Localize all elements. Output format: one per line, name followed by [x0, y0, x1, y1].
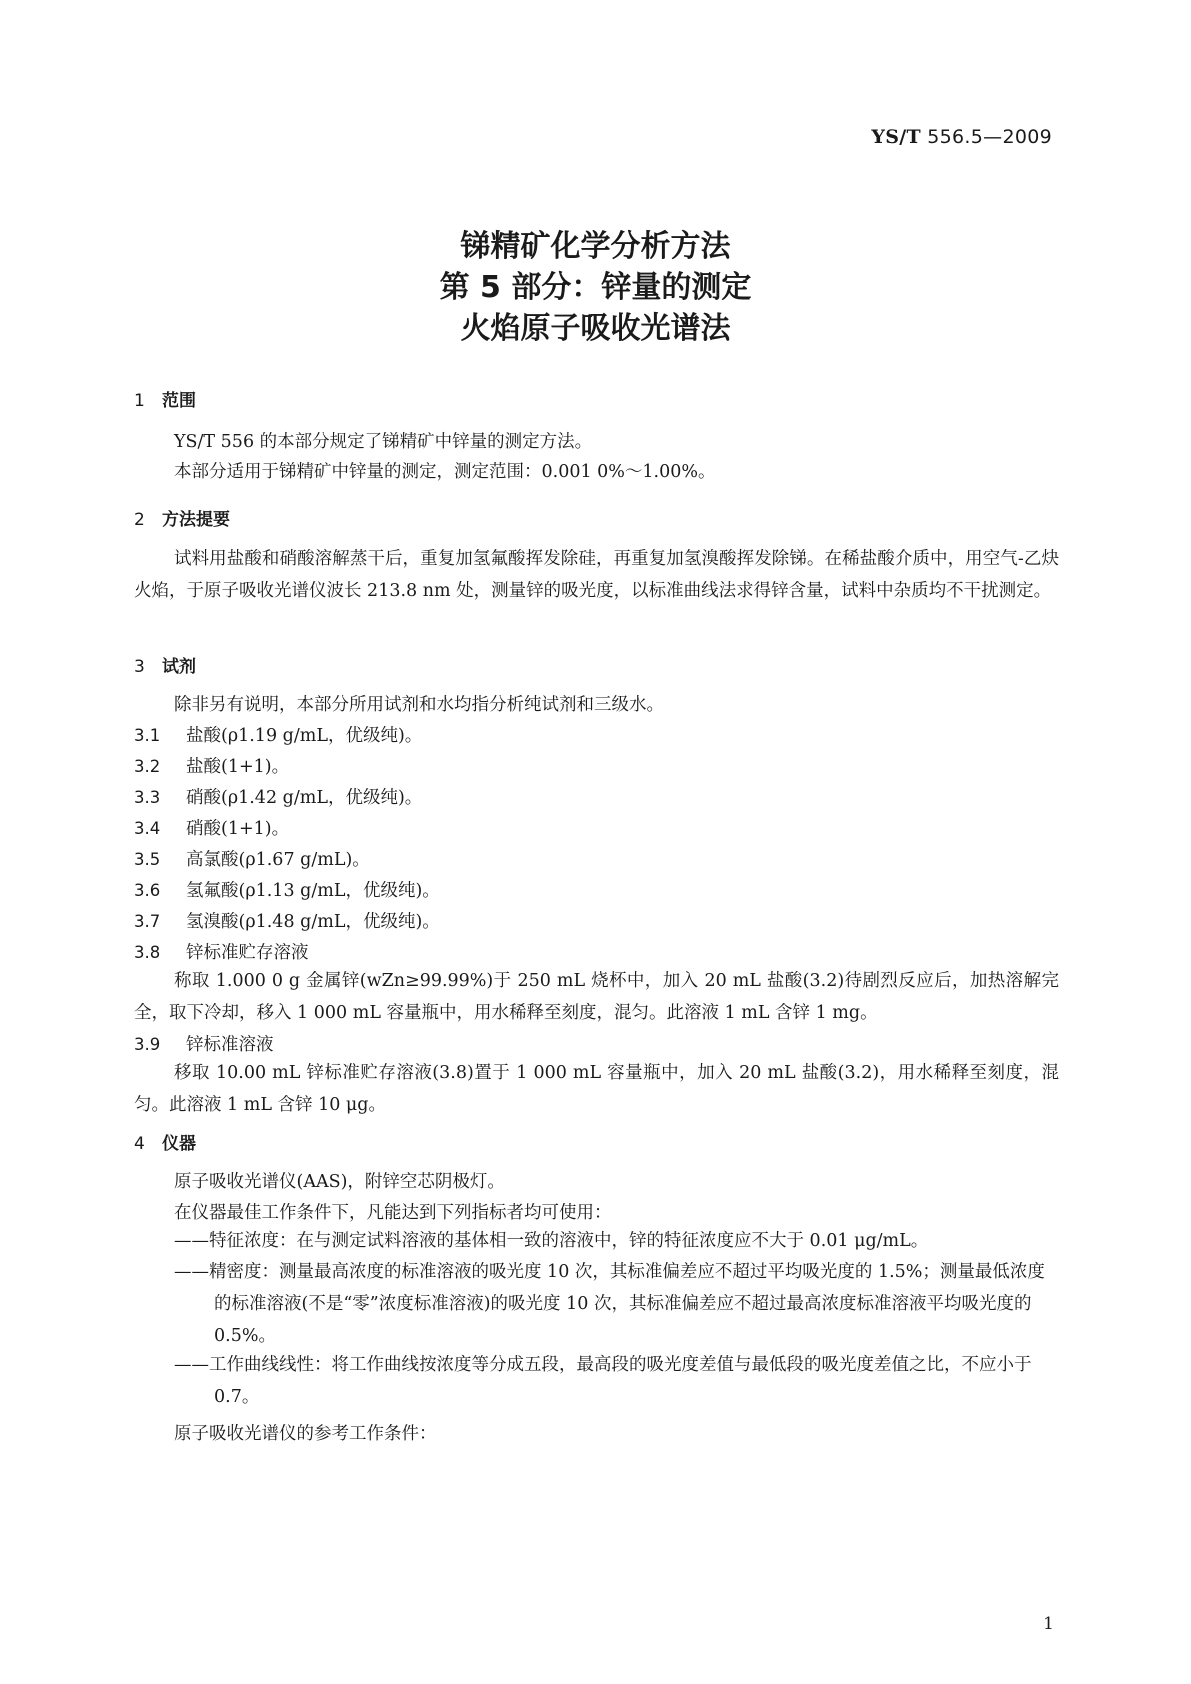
reagent-item: [134, 815, 289, 840]
title-line-1: 锑精矿化学分析方法: [460, 229, 731, 264]
section-number: 2: [134, 510, 145, 530]
item-text: 锌标准贮存溶液: [186, 943, 309, 963]
reagent-item: [134, 877, 440, 902]
item-number: 3.6: [134, 881, 161, 900]
section-number: 1: [134, 391, 145, 411]
section-title: 试剂: [162, 657, 196, 677]
section-4-paragraph-1: 原子吸收光谱仪(AAS)，附锌空芯阴极灯。: [174, 1172, 505, 1192]
section-3-heading: [134, 652, 196, 677]
section-title: 范围: [162, 391, 196, 411]
criterion-characteristic-concentration: [174, 1225, 1059, 1257]
reagent-item: [134, 784, 422, 809]
title-line-2: 第 5 部分：锌量的测定: [439, 270, 752, 305]
section-3-intro: 除非另有说明，本部分所用试剂和水均指分析纯试剂和三级水。: [174, 695, 664, 715]
standard-code-number: 556.5—2009: [927, 126, 1052, 148]
section-1-paragraph-1: YS/T 556 的本部分规定了锑精矿中锌量的测定方法。: [174, 432, 593, 452]
reagent-3-8-description: 称取 1.000 0 g 金属锌(wZn≥99.99%)于 250 mL 烧杯中，加入 20 mL 盐酸(3.2)待剧烈反应后，加热溶解完全，取下冷却，移入 1 000 mL 容量瓶中，用水稀释至刻度，混匀。此溶液 1 mL 含锌 1 mg。: [134, 971, 1059, 1023]
section-4-heading: [134, 1129, 196, 1154]
section-4-paragraph-3: 原子吸收光谱仪的参考工作条件：: [174, 1424, 437, 1444]
criterion-text: ——特征浓度：在与测定试料溶液的基体相一致的溶液中，锌的特征浓度应不大于 0.01 μg/mL。: [174, 1231, 929, 1251]
item-text: 氢溴酸(ρ1.48 g/mL，优级纯)。: [186, 912, 440, 932]
section-2-paragraph: 试料用盐酸和硝酸溶解蒸干后，重复加氢氟酸挥发除硅，再重复加氢溴酸挥发除锑。在稀盐酸介质中，用空气-乙炔火焰，于原子吸收光谱仪波长 213.8 nm 处，测量锌的吸光度，以标准曲线法求得锌含量，试料中杂质均不干扰测定。: [134, 549, 1059, 601]
item-number: 3.1: [134, 726, 161, 745]
criterion-precision: [174, 1256, 1059, 1352]
criterion-linearity: [174, 1349, 1059, 1413]
reagent-item: [134, 753, 289, 778]
item-number: 3.7: [134, 912, 161, 931]
item-text: 硝酸(1+1)。: [186, 819, 290, 839]
section-1-heading: [134, 386, 196, 411]
item-number: 3.2: [134, 757, 161, 776]
item-text: 高氯酸(ρ1.67 g/mL)。: [186, 850, 370, 870]
standard-code-prefix: YS/T: [871, 126, 921, 148]
item-number: 3.9: [134, 1035, 161, 1054]
title-line-3: 火焰原子吸收光谱法: [460, 311, 731, 346]
section-title: 方法提要: [162, 510, 230, 530]
item-number: 3.8: [134, 943, 161, 962]
section-number: 3: [134, 657, 145, 677]
page-number: 1: [1043, 1614, 1054, 1634]
section-2-heading: [134, 505, 230, 530]
item-text: 硝酸(ρ1.42 g/mL，优级纯)。: [186, 788, 423, 808]
criterion-text: ——精密度：测量最高浓度的标准溶液的吸光度 10 次，其标准偏差应不超过平均吸光度的 1.5%；测量最低浓度的标准溶液(不是“零”浓度标准溶液)的吸光度 10 次，其标准偏差应不超过最高浓度标准溶液平均吸光度的 0.5%。: [174, 1262, 1045, 1346]
item-number: 3.4: [134, 819, 161, 838]
item-number: 3.5: [134, 850, 161, 869]
item-number: 3.3: [134, 788, 161, 807]
reagent-item: [134, 722, 422, 747]
item-text: 盐酸(ρ1.19 g/mL，优级纯)。: [186, 726, 423, 746]
criterion-text: ——工作曲线线性：将工作曲线按浓度等分成五段，最高段的吸光度差值与最低段的吸光度差值之比，不应小于 0.7。: [174, 1355, 1032, 1407]
document-title: [0, 226, 1191, 349]
reagent-item: [134, 939, 309, 964]
item-text: 氢氟酸(ρ1.13 g/mL，优级纯)。: [186, 881, 440, 901]
section-1-paragraph-2: 本部分适用于锑精矿中锌量的测定，测定范围：0.001 0%～1.00%。: [174, 462, 716, 482]
reagent-3-9-description: 移取 10.00 mL 锌标准贮存溶液(3.8)置于 1 000 mL 容量瓶中，加入 20 mL 盐酸(3.2)，用水稀释至刻度，混匀。此溶液 1 mL 含锌 10 μg。: [134, 1063, 1059, 1115]
standard-code: [871, 126, 1052, 148]
reagent-item: [134, 908, 440, 933]
reagent-item: [134, 1031, 274, 1056]
item-text: 锌标准溶液: [186, 1035, 274, 1055]
section-number: 4: [134, 1134, 145, 1154]
item-text: 盐酸(1+1)。: [186, 757, 290, 777]
section-4-paragraph-2: 在仪器最佳工作条件下，凡能达到下列指标者均可使用：: [174, 1203, 612, 1223]
reagent-item: [134, 846, 370, 871]
section-title: 仪器: [162, 1134, 196, 1154]
